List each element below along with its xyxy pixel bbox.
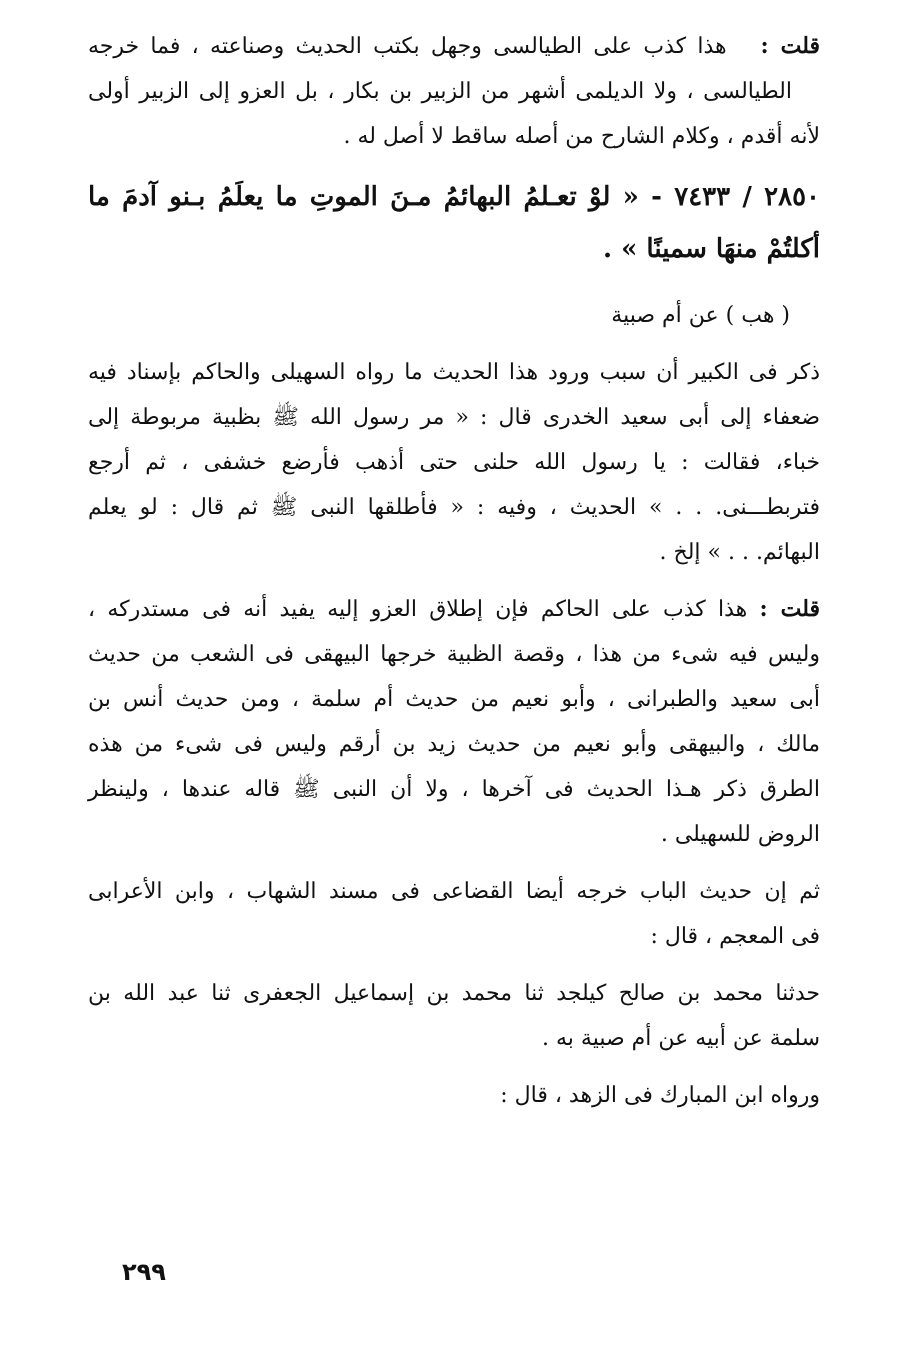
- text-line: ورواه ابن المبارك فى الزهد ، قال :: [500, 1083, 820, 1108]
- text-line: الطيالسى ، ولا الديلمى أشهر من الزبير بن بكار ، بل العزو إلى الزبير أولى: [88, 79, 792, 104]
- text-line: مالك ، والبيهقى وأبو نعيم من حديث زيد بن أرقم وليس فى شىء من هذه: [88, 732, 820, 757]
- hadith-line: أكلتُمْ منهَا سمينًا » .: [603, 234, 820, 264]
- text-line: حدثنا محمد بن صالح كيلجد ثنا محمد بن إسماعيل الجعفرى ثنا عبد الله بن: [88, 981, 820, 1006]
- page-number: ٢٩٩: [122, 1258, 166, 1286]
- paragraph-critique-tayalisi: [88, 24, 820, 159]
- text-line: البهائم. . . » إلخ .: [659, 540, 820, 565]
- text-line: ضعفاء إلى أبى سعيد الخدرى قال : « مر رسول الله ﷺ بظبية مربوطة إلى: [88, 405, 820, 430]
- text-line: فتربطـــنى. . . » الحديث ، وفيه : « فأطلقها النبى ﷺ ثم قال : لو يعلم: [88, 495, 820, 520]
- qultu-label: قلت :: [759, 596, 820, 622]
- page-body: [88, 24, 820, 1130]
- text-line: ثم إن حديث الباب خرجه أيضا القضاعى فى مسند الشهاب ، وابن الأعرابى: [88, 879, 820, 904]
- hadith-text: [88, 171, 820, 275]
- text-line: أبى سعيد والطبرانى ، وأبو نعيم من حديث أم سلمة ، ومن حديث أنس بن: [88, 687, 820, 712]
- text-line: فى المعجم ، قال :: [650, 924, 820, 949]
- text-line: ذكر فى الكبير أن سبب ورود هذا الحديث ما رواه السهيلى والحاكم بإسناد فيه: [88, 360, 820, 385]
- text-line: سلمة عن أبيه عن أم صبية به .: [542, 1026, 820, 1051]
- paragraph-occasion: [88, 350, 820, 575]
- qultu-label: قلت :: [760, 33, 820, 59]
- text-line: [88, 24, 820, 69]
- text-line: الروض للسهيلى .: [660, 822, 820, 847]
- text-line-content: هذا كذب على الطيالسى وجهل بكتب الحديث وصناعته ، فما خرجه: [88, 34, 727, 59]
- text-line: [88, 587, 820, 632]
- paragraph-other-sources: [88, 869, 820, 959]
- text-line: وليس فيه شىء من هذا ، وقصة الظبية خرجها البيهقى فى الشعب من حديث: [88, 642, 820, 667]
- paragraph-isnad: [88, 971, 820, 1061]
- hadith-source: ( هب ) عن أم صبية: [611, 303, 790, 328]
- text-line: لأنه أقدم ، وكلام الشارح من أصله ساقط لا أصل له .: [343, 124, 820, 149]
- paragraph-critique-hakim: [88, 587, 820, 857]
- hadith-line: ٢٨٥٠ / ٧٤٣٣ - « لوْ تعـلمُ البهائمُ مـنَ الموتِ ما يعلَمُ بـنو آدمَ ما: [88, 182, 820, 212]
- text-line: الطرق ذكر هـذا الحديث فى آخرها ، ولا أن النبى ﷺ قاله عندها ، ولينظر: [88, 777, 820, 802]
- text-line-content: هذا كذب على الحاكم فإن إطلاق العزو إليه يفيد أنه فى مستدركه ،: [88, 597, 748, 622]
- text-line: خباء، فقالت : يا رسول الله حلنى حتى أذهب فأرضع خشفى ، ثم أرجع: [88, 450, 820, 475]
- paragraph-ibn-mubarak: [88, 1073, 820, 1118]
